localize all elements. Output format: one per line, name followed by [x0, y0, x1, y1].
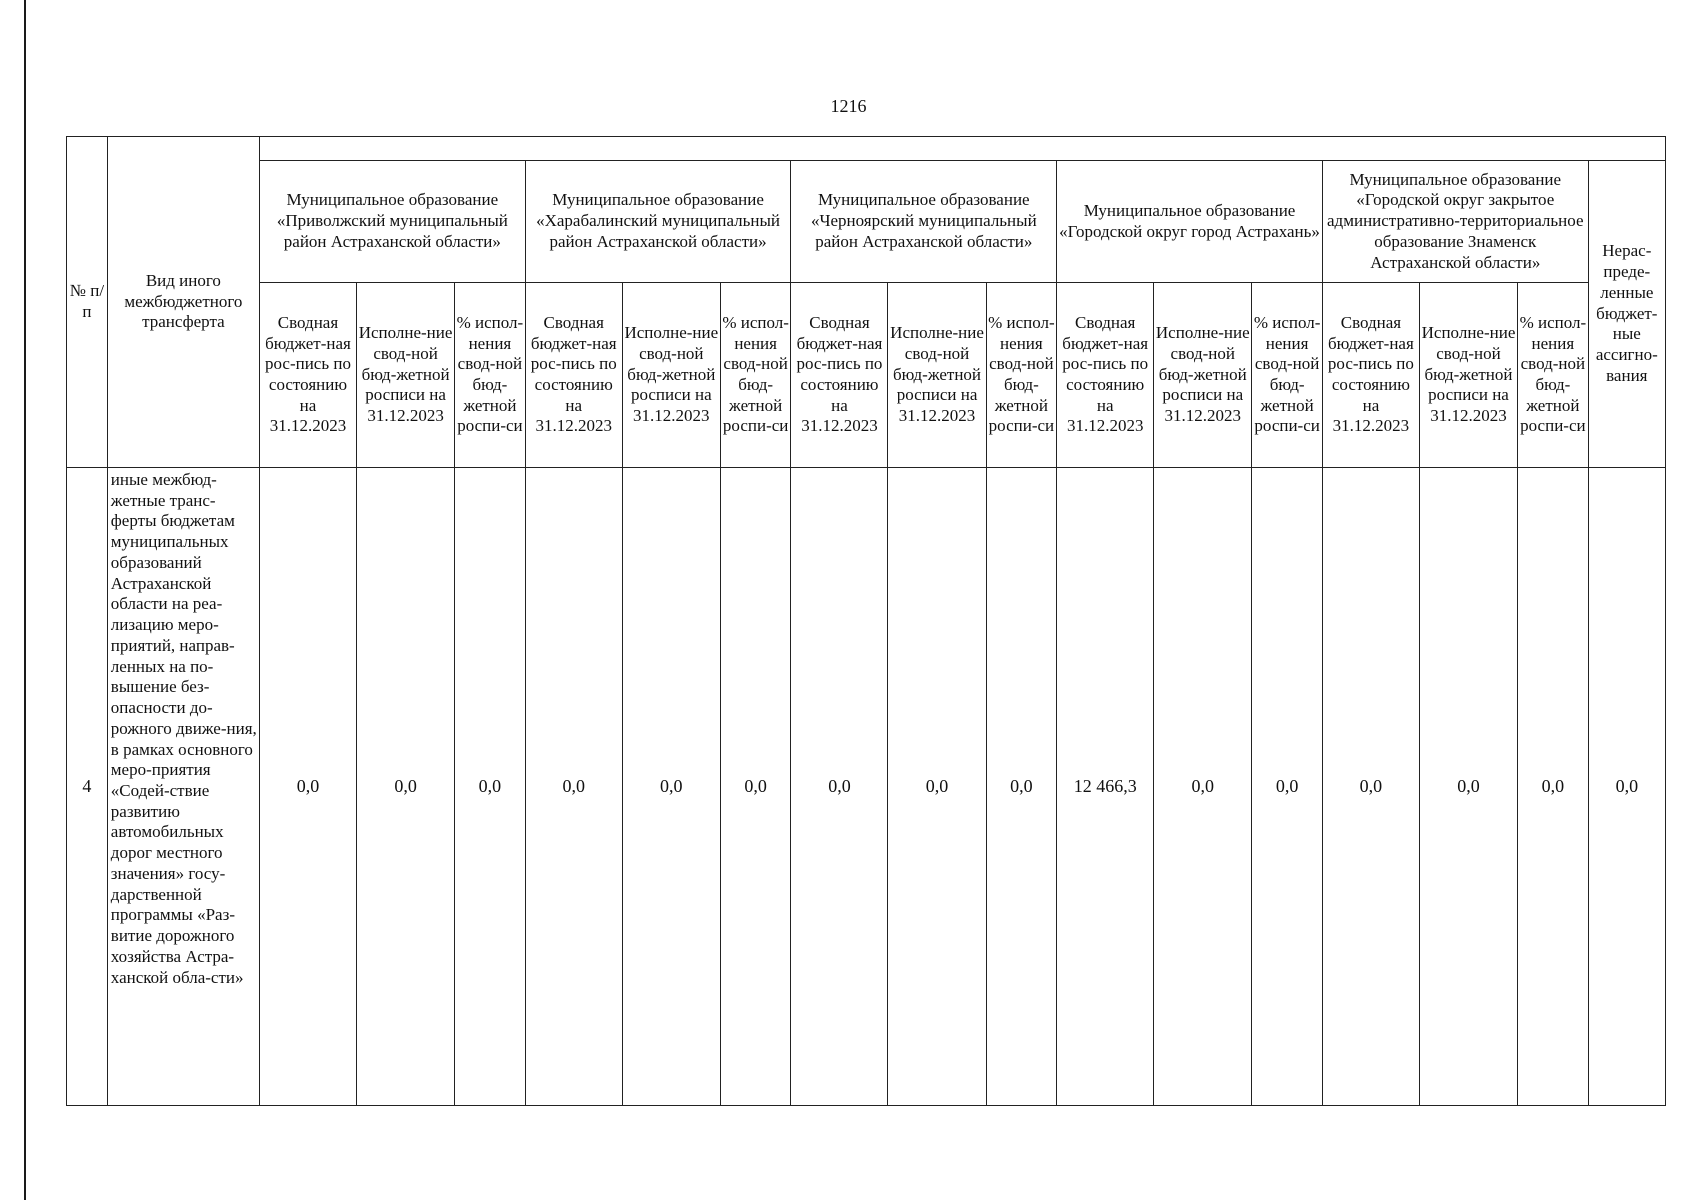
- value-privolzhsky-budget: 0,0: [259, 468, 356, 1106]
- execution-header: Исполне-ние свод-ной бюд-жетной росписи на 31.12.2023: [888, 283, 986, 468]
- row-description: иные межбюд-жетные транс-ферты бюджетам муниципальных образований Астраханской области на реа-лизацию меро-приятий, направ-ленных на по-вышение без-опасности до-рожного движе-ния, в рамках основного меро-приятия «Содей-ствие развитию автомобильных дорог местного значения» госу-дарственной программы «Раз-витие дорожного хозяйства Астра-ханской обла-сти»: [107, 468, 259, 1106]
- municipality-header-row: [67, 161, 1666, 283]
- percent-header: % испол-нения свод-ной бюд-жетной роспи-си: [1252, 283, 1323, 468]
- municipality-header-astrakhan: Муниципальное образование «Городской округ город Астрахань»: [1057, 161, 1323, 283]
- budget-header: Сводная бюджет-ная рос-пись по состоянию на 31.12.2023: [791, 283, 888, 468]
- header-top-strip: [67, 137, 1666, 161]
- value-znamensk-percent: 0,0: [1518, 468, 1589, 1106]
- percent-header: % испол-нения свод-ной бюд-жетной роспи-си: [720, 283, 791, 468]
- budget-header: Сводная бюджет-ная рос-пись по состоянию на 31.12.2023: [525, 283, 622, 468]
- budget-header: Сводная бюджет-ная рос-пись по состоянию на 31.12.2023: [1057, 283, 1154, 468]
- value-chernoyarsky-percent: 0,0: [986, 468, 1057, 1106]
- execution-header: Исполне-ние свод-ной бюд-жетной росписи на 31.12.2023: [357, 283, 455, 468]
- municipality-header-kharabalinsky: Муниципальное образование «Харабалинский муниципальный район Астраханской области»: [525, 161, 791, 283]
- transfers-table: [66, 136, 1666, 1106]
- col-num-header: № п/п: [67, 137, 108, 468]
- budget-header: Сводная бюджет-ная рос-пись по состоянию на 31.12.2023: [259, 283, 356, 468]
- value-kharabalinsky-execution: 0,0: [622, 468, 720, 1106]
- value-unallocated: 0,0: [1588, 468, 1665, 1106]
- value-kharabalinsky-percent: 0,0: [720, 468, 791, 1106]
- value-chernoyarsky-budget: 0,0: [791, 468, 888, 1106]
- header-spanning-cell: [259, 137, 1665, 161]
- col-type-header: Вид иного межбюджетного трансферта: [107, 137, 259, 468]
- row-number: 4: [67, 468, 108, 1106]
- value-astrakhan-budget: 12 466,3: [1057, 468, 1154, 1106]
- execution-header: Исполне-ние свод-ной бюд-жетной росписи на 31.12.2023: [1154, 283, 1252, 468]
- value-kharabalinsky-budget: 0,0: [525, 468, 622, 1106]
- unallocated-header: Нерас-преде-ленные бюджет-ные ассигно-вания: [1588, 161, 1665, 468]
- value-astrakhan-percent: 0,0: [1252, 468, 1323, 1106]
- execution-header: Исполне-ние свод-ной бюд-жетной росписи на 31.12.2023: [622, 283, 720, 468]
- value-astrakhan-execution: 0,0: [1154, 468, 1252, 1106]
- percent-header: % испол-нения свод-ной бюд-жетной роспи-си: [986, 283, 1057, 468]
- sub-header-row: [67, 283, 1666, 468]
- value-znamensk-execution: 0,0: [1419, 468, 1517, 1106]
- percent-header: % испол-нения свод-ной бюд-жетной роспи-си: [1518, 283, 1589, 468]
- municipality-header-znamensk: Муниципальное образование «Городской округ закрытое административно-территориальное образование Знаменск Астраханской области»: [1322, 161, 1588, 283]
- execution-header: Исполне-ние свод-ной бюд-жетной росписи на 31.12.2023: [1419, 283, 1517, 468]
- value-privolzhsky-percent: 0,0: [455, 468, 526, 1106]
- budget-header: Сводная бюджет-ная рос-пись по состоянию на 31.12.2023: [1322, 283, 1419, 468]
- municipality-header-chernoyarsky: Муниципальное образование «Черноярский муниципальный район Астраханской области»: [791, 161, 1057, 283]
- percent-header: % испол-нения свод-ной бюд-жетной роспи-си: [455, 283, 526, 468]
- value-znamensk-budget: 0,0: [1322, 468, 1419, 1106]
- table-row: [67, 468, 1666, 1106]
- value-chernoyarsky-execution: 0,0: [888, 468, 986, 1106]
- page-number: 1216: [830, 96, 867, 116]
- value-privolzhsky-execution: 0,0: [357, 468, 455, 1106]
- municipality-header-privolzhsky: Муниципальное образование «Приволжский муниципальный район Астраханской области»: [259, 161, 525, 283]
- binding-line: [24, 0, 26, 1200]
